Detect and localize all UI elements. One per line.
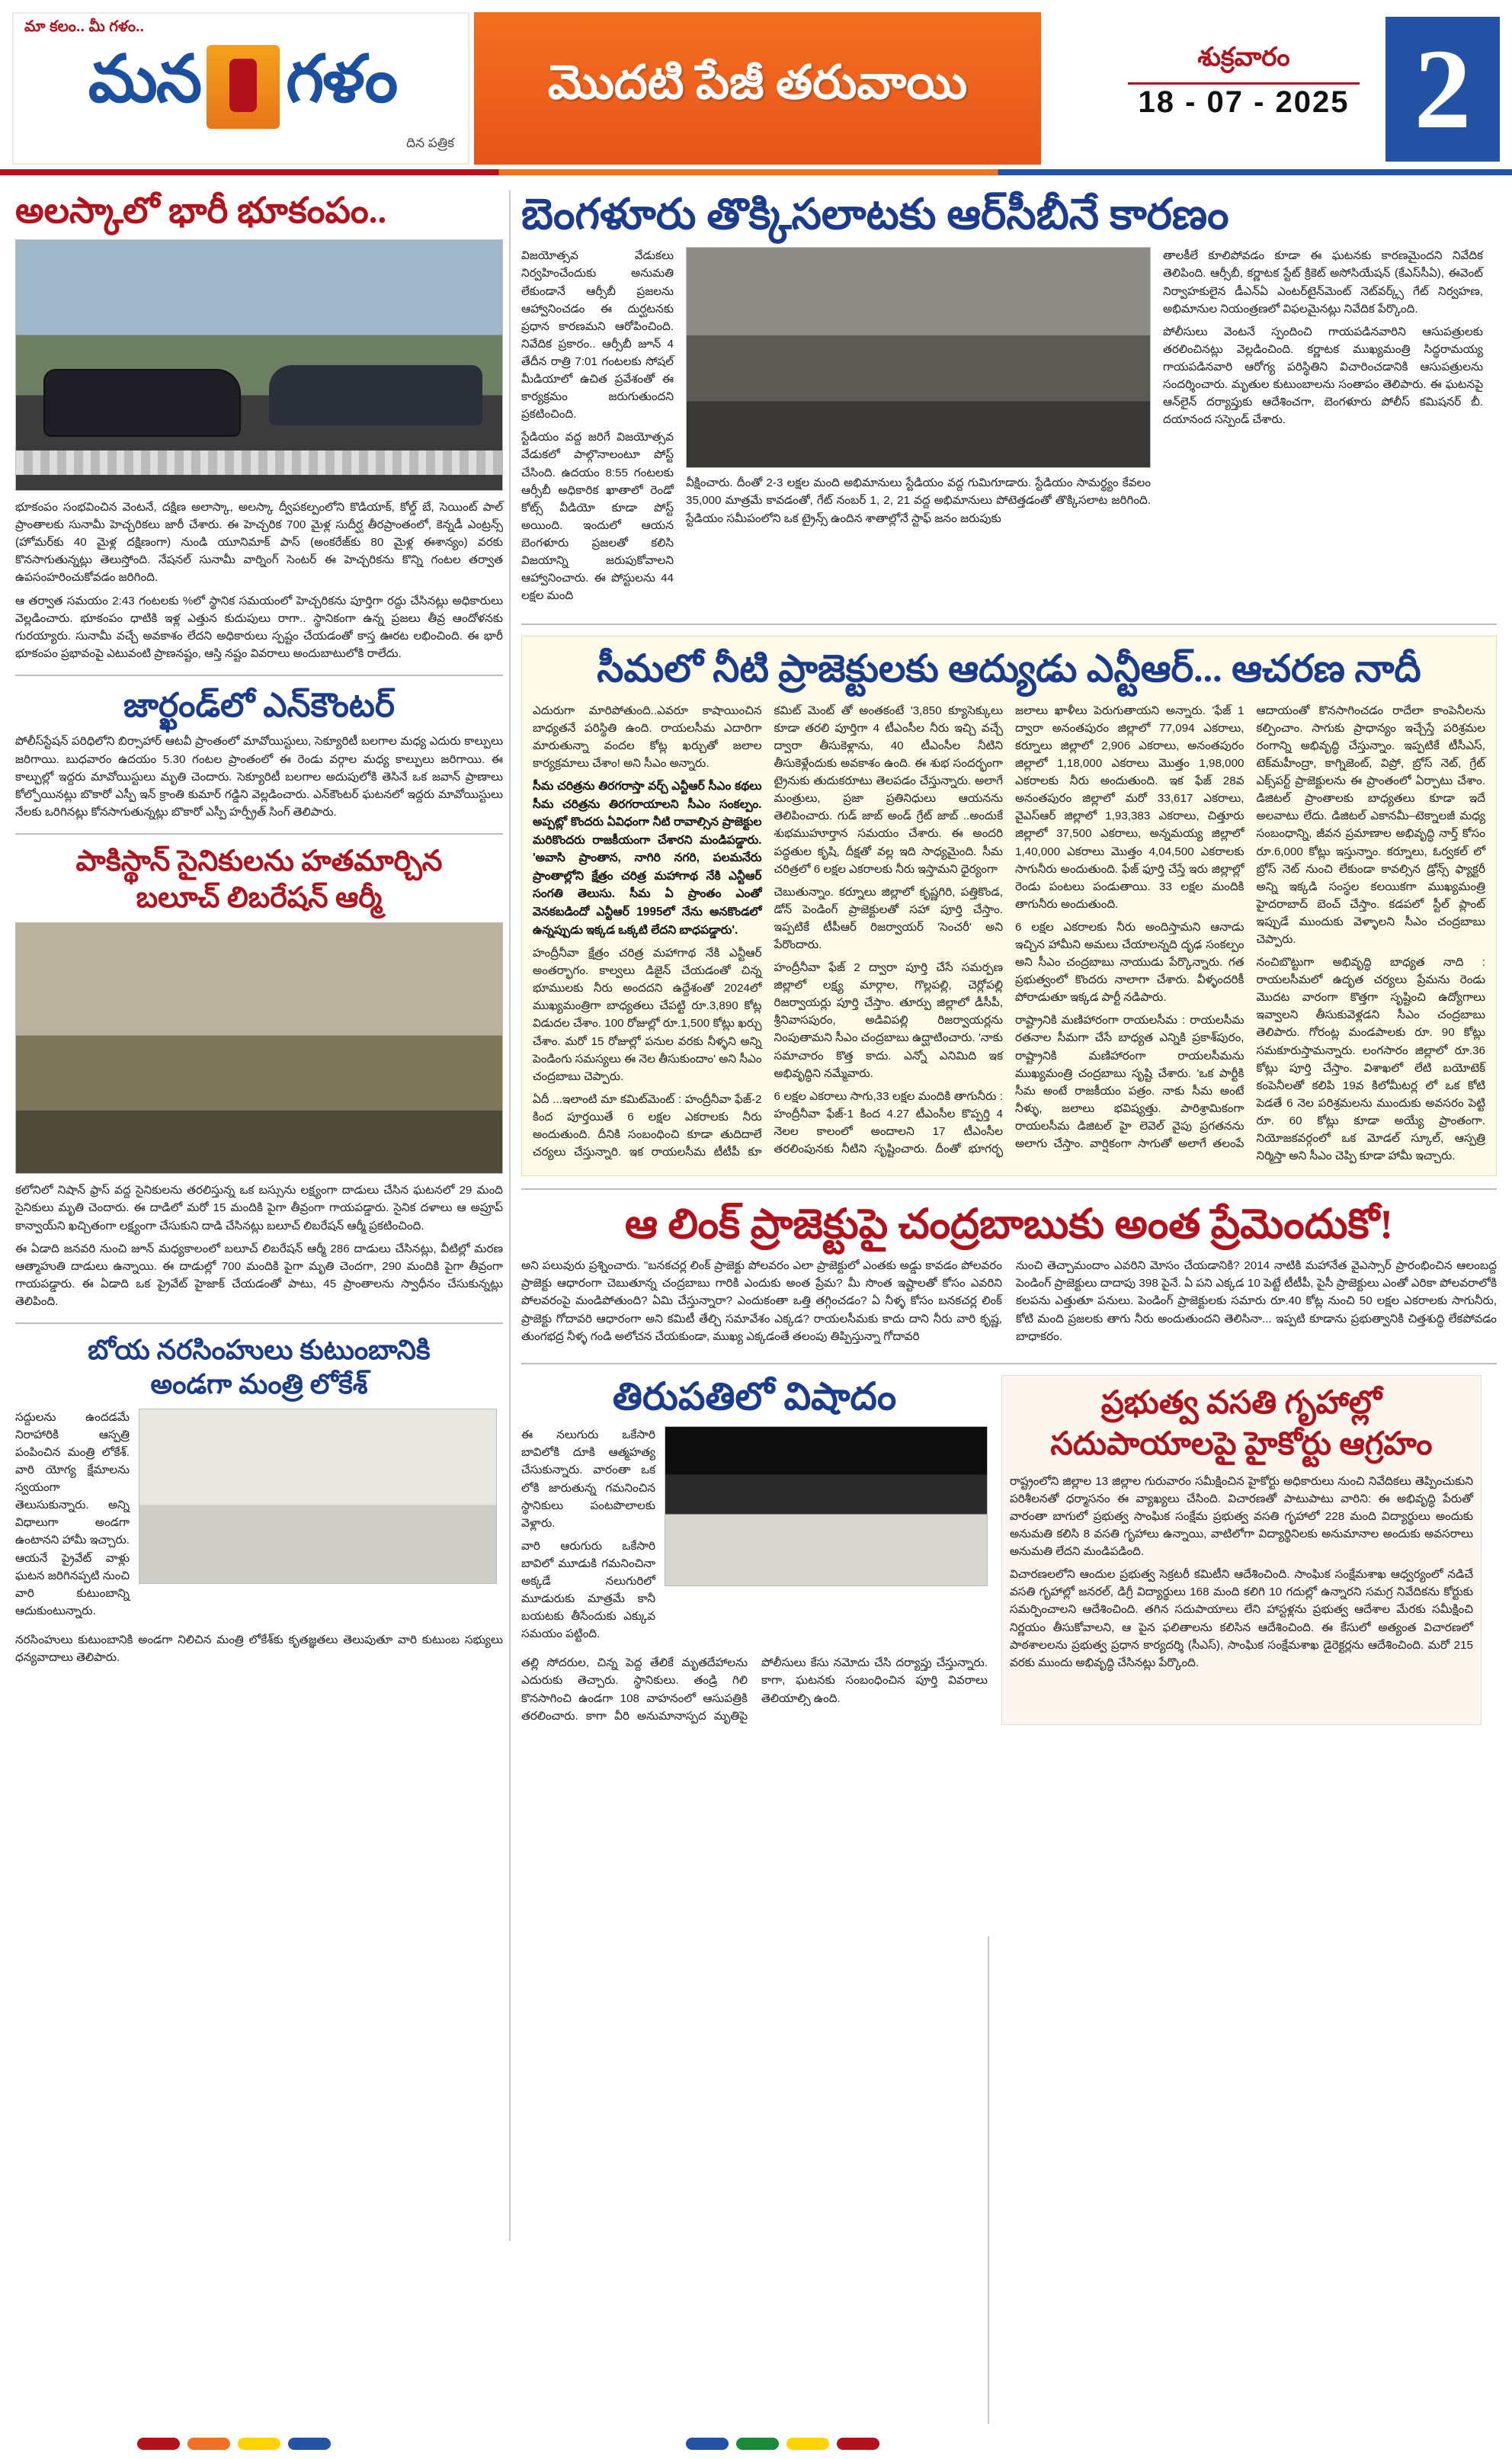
bengaluru-p5: పోలీసులు వెంటనే స్పందించి గాయపడినవారిని ఆసుపత్రులకు తరలించినట్లు వెల్లడించింది. కర్ణాటక ముఖ్యమంత్రి సిద్ధరామయ్య గాయపడినవారి ఆరోగ్య పరిస్థితిని విచారించడానికి ఆసుపత్రులను సందర్శించారు. మృతుల కుటుంబాలను సంతాపం తెలిపారు. ఈ ఘటనపై ఆన్‌లైన్ దర్యాప్తుకు ఆదేశించగా, బెంగళూరు పోలీస్ కమిషనర్ బీ. దయానంద సస్పెండ్ చేశారు. bbox=[1163, 325, 1483, 427]
divider bbox=[521, 1188, 1497, 1190]
fist-logo-icon bbox=[207, 45, 280, 129]
alaska-para-1: భూకంపం సంభవించిన వెంటనే, దక్షిణ అలాస్కా, అలస్కా ద్వీపకల్పంలోని కొడియాక్, కోల్డ్ బే, సెయింట్ పాల్ ప్రాంతాలకు సునామీ హెచ్చరికలు జారీ చేశారు. ఈ హెచ్చరిక 700 మైళ్ల సుదీర్ఘ తీరప్రాంతంలో, కెన్నడీ ఎంట్రన్స్ (హోమర్‌కు 40 మైళ్ల దక్షిణంగా) నుండి యూనిమాక్ పాస్ (అంకరేజ్‌కు 80 మైళ్ల ఈశాన్యం) వరకు కొనసాగుతున్నట్లు తెలుస్తోంది. నేషనల్ సునామీ వార్నింగ్ సెంటర్ ఈ హెచ్చరికను కొన్ని గంటల తర్వాత ఉపసంహరించుకోవడం జరిగింది. bbox=[15, 501, 503, 585]
page-number: 2 bbox=[1385, 17, 1500, 162]
hostel-headline-line1: ప్రభుత్వ వసతి గృహాల్లో bbox=[1100, 1385, 1382, 1421]
bengaluru-headline: బెంగళూరు తొక్కిసలాటకు ఆర్‌సీబీనే కారణం bbox=[521, 191, 1229, 239]
masthead-date-block bbox=[1046, 12, 1500, 165]
hostel-body bbox=[1010, 1473, 1473, 1672]
hostel-p1: రాష్ట్రంలోని జిల్లాల 13 జిల్లాల గురువారం సమీక్షించిన హైకోర్టు అధికారులు నుంచి నివేదికలు తెప్పించుకుని పరిశీలనతో ధర్మాసనం ఈ వ్యాఖ్యలు చేసింది. విచారణతో పాటుపాటు వారిని: ఈ అభివృద్ధి పేరుతో వారంతా బాగులో ప్రభుత్వ సాంఘిక సంక్షేమ ప్రభుత్వ వసతి గృహాలో 228 మంది విద్యార్థులు అందుకు అనుమతి కలిసి 8 వసతి గృహాలు ఉన్నాయి, వాటిలోగా విద్యార్థినిలకు అనుమానాల అందుకు అవసరాలు అనుమతి లేదని మండిపడింది. bbox=[1010, 1474, 1473, 1559]
column-divider-2 bbox=[988, 1936, 989, 2424]
hostel-p2: విచారణలలోని ఆందుల ప్రభుత్వ సెక్రటరీ కమిటీని ఆదేశించింది. సాంఘిక సంక్షేమశాఖ ఆధ్వర్యంలో నడిచే వసతి గృహాల్లో జనరల్, డిగ్రీ విద్యార్థులు 168 మంది కలిగి 10 గదుల్లో ఉన్నారని సమగ్ర నివేదికను కోర్టుకు సమర్పించాలని ఆదేశించింది. తగిన సదుపాయాలు లేని హాస్టళ్లను ప్రభుత్వ ఆదేశాల మేరకు సమీక్షించి నిర్ణయం తీసుకోవాలని, ఆ పైన ఫలితాలను కలిసిన ఆదేశించింది. ఈ కేసులో అత్యంత విచారణలో పాఠశాలలను ప్రభుత్వ ప్రధాన కార్యదర్శి (సీఎస్), సాంఘిక సంక్షేమశాఖ డైరెక్టర్లను ఆదేశించింది. మరో 215 వరకు ముందు అభివృద్ధి చేసినట్లు పేర్కొంది. bbox=[1010, 1568, 1473, 1669]
bengaluru-p4: తాలకీలే కూలిపోవడం కూడా ఈ ఘటనకు కారణమైందని నివేదిక తెలిపింది. ఆర్సీబీ, కర్ణాటక స్టేట్ క్రికెట్ అసోసియేషన్ (కేఎస్‌సీఏ), ఈవెంట్ నిర్వాహకులైన డీఎన్ఏ ఎంటర్‌టైన్‌మెంట్ నెట్‌వర్క్స్ గేట్ నిర్వహణ, అభిమానుల నియంత్రణలో విఫలమైనట్లు నివేదిక పేర్కొంది. bbox=[1163, 249, 1483, 316]
jharkhand-para-1: పోలీస్‌స్టేషన్ పరిధిలోని బిర్సాహార్ ఆటవీ ప్రాంతంలో మావోయిస్టులు, సెక్యూరిటీ బలగాల మధ్య ఎదురు కాల్పులు జరిగాయి. బుధవారం ఉదయం 5.30 గంటల ప్రాంతంలో ఈ రెండు వర్గాల మధ్య కాల్పులు జరిగాయి. ఈ కాల్పుల్లో ఇద్దరు మావోయిస్టులు మృతి చెందారు. సెక్యూరిటీ బలగాల అదుపులోకి తెసినే ఒక జవాన్ ప్రాణాలు కోల్పోయినట్లు బొకారో ఎస్పీ ఇన్ క్రాంతి కుమార్ గడ్డిని వెల్లడించారు. ఎన్‌కౌంటర్ ఘటనలో ఇద్దరు మావోయిస్టులు నేలకు ఒరిగినట్లు కోనసాగుతున్నట్లు బొకారో ఎస్పీ హర్ప్రీత్ సింగ్ తెలిపారు. bbox=[15, 735, 503, 819]
article-alaska bbox=[15, 191, 503, 662]
article-link-project bbox=[521, 1201, 1497, 1351]
ntr-headline: సీమలో నీటి ప్రాజెక్టులకు ఆద్యుడు ఎన్టీఆర్... ఆచరణ నాదీ bbox=[597, 647, 1421, 691]
section-banner-label: మొదటి పేజీ తరువాయి bbox=[547, 56, 968, 109]
column-divider-1 bbox=[509, 191, 511, 2241]
bengaluru-p2: స్టేడియం వద్ద జరిగే విజయోత్సవ వేడుకలో పాల్గొనాలంటూ పోస్ట్ చేసింది. ఉదయం 8:55 గంటలకు ఆర్సీబీ అధికారిక ఖాతాలో రెండో కోట్స్ వీడియో కూడా పోస్ట్ అయింది. ఇందులో ఆయన బెంగళూరు ప్రజలతో కలిసి విజయాన్ని జరుపుకోవాలని ఆహ్వానించారు. ఈ పోస్టులను 44 లక్షల మంది bbox=[521, 431, 674, 603]
link-project-p1: అని పలువురు ప్రశ్నించారు. "బనకచర్ల లింక్ ప్రాజెక్టు పోలవరం ఎలా ప్రాజెక్టులో ఎంతకు అడ్డు కావడం పోలవరం ప్రాజెక్టు ఆధారంగా చెబుతూన్న చంద్రబాబు గారికి ఎందుకు అంత ప్రేమ? మీ సొంత ఇష్టాలతో కోసం ఎవరిని పోలవరంపై మండిపోతుంది? ఏమి చేస్తున్నారా? ఎందుకంతా ఒత్తి తగ్గించడం? ఏ నీళ్ళ కోసం బనకచర్ల లింక్ ప్రాజెక్టు గోదావరి ఆధారంగా అని కమిటీ తేల్చి సమావేశం ఎక్కడ? రాయలసీమకు కాదు దాని నీరు వారి కృష్ణ, తుంగభద్ర నీళ్ళ గండి అలోచన చేయకుండా, ముఖ్య ఎక్కడంతే తలంపు తిప్పిస్తున్నా గోదావరి bbox=[521, 1259, 1002, 1343]
lokesh-headline-line2: అండగా మంత్రి లోకేశ్ bbox=[150, 1369, 368, 1400]
article-lokesh bbox=[15, 1335, 503, 1666]
divider bbox=[521, 1363, 1497, 1364]
ntr-p8: 6 లక్షల ఎకరాలకు నీరు అందిస్తామని ఆనాడు ఇచ్చిన హామీని అమలు చేయాలన్నది దృఢ సంకల్పం అని సీఎం చంద్రబాబు నాయుడు పేర్కొన్నారు. గత ప్రభుత్వంలో కొందరు నాలాగా చేశారు. వీళ్ళందరికీ పోరాడుతూ ఇక్కడ పార్టీ నడిపారు. bbox=[1015, 920, 1245, 1005]
bengaluru-col-1 bbox=[521, 247, 674, 610]
ntr-p2: సీమ చరిత్రను తిరగరాస్తా వర్చ్ ఎన్టీఆర్ సీఎం కథలు సీమ చరిత్రను తిరగరాయాలని సీఎం సంకల్పం. అప్పట్లో కొందరు ఏవిధంగా నీటి రావాల్సిన ప్రాజెక్టుల మరికొందరు రాజకీయంగా చేశారని మండిపడ్డారు. 'అవాసి ప్రాంతాన, నాగిరి నగరి, పలమనేరు ప్రాంతాల్లోని క్షేత్రం చరిత్ర మహాగాథ నేకి ఎన్టీఆర్ సంగతి తెలుసు. సీమ ఏ ప్రాంతం ఎంతో వెనకబడిందో ఎన్టీఆర్ 1995లో నేను అనకొండలో ఉన్నప్పుడు ఇక్కడ ఒక్కటి లేదని బాధపడ్డారు'. bbox=[533, 780, 762, 937]
left-column bbox=[15, 191, 503, 1672]
masthead-logo bbox=[21, 41, 463, 133]
tirupati-headline: తిరుపతిలో విషాదం bbox=[612, 1374, 897, 1418]
dot-red bbox=[137, 2438, 180, 2450]
baloch-body bbox=[15, 1181, 503, 1310]
ntr-p7: 6 లక్షల ఎకరాలు సాగు,33 లక్షల మందికి తాగునీరు : హంద్రీనీవా ఫేజ్-1 కింద 4.27 టీఎంసీల కొప్పర్తి 4 నెలల కాలంలో అందాలని 17 టీఎంసీల తరలింపునకు నీటిని సృష్టించారు. దీంతో భూగర్భ జలాలు ఖాళీలు పెరుగుతాయని అన్నారు. 'ఫేజ్ 1 ద్వారా అనంతపురం జిల్లాలో 77,094 ఎకరాలు, కర్నూలు జిల్లాలో 2,906 ఎకరాలు, అనంతపురం జిల్లాలో 1,18,000 ఎకరాలు మొత్తం 1,98,000 ఎకరాలకు నీరు అందుతుంది. ఇక ఫేజ్ 28వ అనంతపురం జిల్లాలో మరో 33,617 ఎకరాలు, వైఎస్ఆర్ జిల్లాలో 1,93,383 ఎకరాలు, చిత్తూరు జిల్లాలో 37,500 ఎకరాలు, అన్నమయ్య జిల్లాలో 1,40,000 ఎకరాలు మొత్తం 4,04,500 ఎకరాలకు సాగునీరు అందుతుంది. ఫేజ్ ఫూర్తి చేస్తే ఇరు జిల్లాల్లో రెండు పంటలు పండుతాయి. 33 లక్షల మందికి తాగునీరు అందుతుంది. bbox=[774, 704, 1245, 1156]
masthead-rule bbox=[0, 169, 1512, 175]
ntr-p6: హంద్రీనీవా ఫేజ్ 2 ద్వారా పూర్తి చేసే సమర్పణ జిల్లాలో లక్ష్య మార్గాల, గొల్లపల్లి, చెర్లోపల్లి రిజర్వాయర్లు పూర్తి చేస్తాం. తూర్పు జిల్లాలో డీసీపీ, శ్రీనివాసపురం, అడివిపల్లి రిజర్వాయర్లను నింపుతామని సీఎం చంద్రబాబు ఉద్ఘాటించారు. 'నాకు సమాచారం కొత్త కాదు. ఎన్నో ఎనిమిది ఇక అభివృద్ధిని నమ్మేవారు. bbox=[774, 961, 1003, 1080]
masthead bbox=[0, 0, 1512, 177]
article-ntr-projects bbox=[521, 636, 1497, 1176]
lokesh-col-bottom bbox=[15, 1631, 503, 1666]
lokesh-col-left bbox=[15, 1409, 130, 1625]
hostel-headline-line2: సదుపాయాలపై హైకోర్టు ఆగ్రహం bbox=[1050, 1427, 1433, 1463]
tirupati-photo-wrap bbox=[665, 1426, 988, 1648]
article-hostel bbox=[1001, 1375, 1482, 1725]
dot-yellow bbox=[786, 2438, 829, 2450]
alaska-body bbox=[15, 499, 503, 662]
bengaluru-col-2 bbox=[686, 474, 1151, 527]
alaska-photo bbox=[15, 239, 503, 491]
dot-green bbox=[736, 2438, 779, 2450]
article-tirupati bbox=[521, 1375, 988, 1725]
article-jharkhand bbox=[15, 687, 503, 821]
bengaluru-photo bbox=[686, 247, 1151, 468]
bengaluru-photo-wrap bbox=[686, 247, 1151, 610]
baloch-para-2: ఈ ఏడాది జనవరి నుంచి జూన్ మధ్యకాలంలో బలూచ్ లిబరేషన్ ఆర్మీ 286 దాడులు చేసినట్లు, వీటిల్లో మరణ ఆత్మాహుతి దాడులు ఉన్నాయి. ఈ దాడుల్లో 700 మందికి పైగా మృతి చెందగా, 290 మందికి పైగా తీవ్రంగా గాయపడ్డారు. ఈ ఏడాది ఒక ప్రైవేట్ హైజాక్ చేయడంతో పాటు, 45 ప్రాంతాలను స్వాధీనం చేసుకున్నట్లు తెలిపింది. bbox=[15, 1242, 503, 1308]
bengaluru-col-3 bbox=[1163, 247, 1483, 610]
tirupati-p2: వారి ఆరుగురు ఒకేసారి బావిలో మూడుకి గమనించినా అక్కడే నలుగురిలో మూడురుకు మాత్రమే కానీ బయటకు తీసేందుకు ఎక్కువ సమయం పట్టింది. bbox=[521, 1539, 655, 1641]
divider bbox=[521, 624, 1497, 625]
lokesh-para-1: సద్దులను ఉందడమే నిరాహారికి ఆస్పత్రి పంపించిన మంత్రి లోకేశ్. వారి యోగ్య క్షేమాలను స్వయంగా తెలుసుకున్నారు. అన్ని విధాలుగా అండగా ఉంటానని హామీ ఇచ్చారు. ఆయనే ప్రైవేట్ వాళ్లు ఘటన జరిగినప్పటి నుంచి వారి కుటుంబాన్ని ఆదుకుంటున్నారు. bbox=[15, 1410, 130, 1617]
ntr-p9: రాష్ట్రానికి మణిహారంగా రాయలసీమ : రాయలసీమ రతనాల సీమగా చేసే బాధ్యత ఎన్నికి ప్రకాశ్‌పురం, రాష్ట్రానికి మణిహారంగా రాయలసీమను ముఖ్యమంత్రి చంద్రబాబు సృష్టి చేశారు. 'ఒక పార్టీకి సీమ అంటే రాజకీయం పత్రం. నాకు సీమ అంటే నీళ్ళు, జలాలు భవిష్యత్తు. పారిశ్రామికంగా రాయలసీమ డిజిటల్ హై లెవెల్ వైపు ప్రగతనను అలాగు చేస్తాం. వార్షికంగా సాగుతో అలాగే తలంపే ఆదాయంతో కొనసాగించడం రాదేలా కాంపెనీలను కల్పించాం. సాగుకు ప్రాధాన్యం ఇచ్చేస్తే పరిశ్రమల రంగాన్ని అభివృద్ధి చేస్తున్నాం. ఇప్పటికే టీసీఎస్, టెక్‌మహీంద్రా, కాగ్నిజెంట్, విప్రో, బ్రోస్ నెట్, గ్రేట్ ఎక్స్‌పర్ట్ ప్రాజెక్టులను ఈ ప్రాంతంలో ఏర్పాటు చేశాం. డిజిటల్ ప్రాంతాలకు బాధ్యతలు కూడా ఇదే అలవాటు లేదు. డిజిటల్ ఎకానమీ–టెక్నాలజీ మధ్య సంబంధాన్ని, జీవన ప్రమాణాల అభివృద్ధి నార్త్ కోసం రూ.6,000 కోట్లు ఇస్తున్నాం. కర్నూలు, ఓర్వకల్ లో బ్రోస్ నెట్ నుంచి లేకుండా కావల్సిన డ్రోన్స్ ఫ్యాక్టరీ అన్ని ఇక్కడి సంస్థల కలయికగా ముఖ్యమంత్రి హైదరాబాద్ బెంచ్ చేస్తాం. కడపలో స్టీల్ ప్లాంట్ ఇప్పుడే ముందుకు వెళ్ళాలని సీఎం చంద్రబాబు చెప్పారు. bbox=[1015, 704, 1485, 1151]
tirupati-layout bbox=[521, 1426, 988, 1648]
bengaluru-p1: విజయోత్సవ వేడుకలు నిర్వహించేందుకు అనుమతి లేకుండానే ఆర్సీబీ ప్రజలను ఆహ్వానించడం ఈ దుర్ఘటనకు ప్రధాన కారణమని ఆరోపించింది. నివేదిక ప్రకారం.. ఆర్సీబీ జూన్ 4 తేదీన రాత్రి 7:01 గంటలకు సోషల్ మీడియాలో ఉచిత ప్రవేశంతో ఈ కార్యక్రమం జరుగుతుందని ప్రకటించింది. bbox=[521, 249, 674, 422]
ntr-p1: ఎదురుగా మారిపోతుంది..ఎవరూ కాషాయించిన బాధ్యతనే పరిస్థితి ఉంది. రాయలసీమ ఎదారిగా మారుతున్నా వందల కోట్ల ఖర్చుతో జలాల కార్యక్రమాలు చేశాం! అని సీఎం అన్నారు. bbox=[533, 704, 762, 771]
tirupati-col-1 bbox=[521, 1426, 655, 1648]
baloch-photo bbox=[15, 922, 503, 1174]
dot-orange bbox=[187, 2438, 230, 2450]
bengaluru-p3: వీక్షించారు. దీంతో 2-3 లక్షల మంది అభిమానులు స్టేడియం వద్ద గుమిగూడారు. స్టేడియం సామర్థ్యం కేవలం 35,000 మాత్రమే కావడంతో, గేట్ నంబర్ 1, 2, 21 వద్ద అభిమానులు పోటెత్తడంతో తొక్కిసలాట జరిగింది. స్టేడియం సమీపంలోని ఒక ట్రైన్స్ ఉందిన శాతాల్లోనే స్టాఫ్ జనం జరుపుకు bbox=[686, 476, 1151, 525]
photo-railing bbox=[16, 450, 502, 476]
right-column bbox=[521, 191, 1497, 1725]
masthead-logo-block bbox=[12, 12, 469, 165]
masthead-date: 18 - 07 - 2025 bbox=[1138, 85, 1350, 119]
ntr-p5: చెబుతున్నాం. కర్నూలు జిల్లాలో కృష్ణగిరి, పత్తికొండ, డోన్ పెండింగ్ ప్రాజెక్టులతో సహా పూర్తి చేస్తాం. ఇప్పటికే టీపీఆర్ రిజర్వాయర్ 'సెంచరీ' అని పేరొందారు. bbox=[774, 885, 1003, 951]
alaska-headline: అలస్కాలో భారీ భూకంపం.. bbox=[15, 191, 387, 231]
lokesh-para-2: నరసింహులు కుటుంబానికి అండగా నిలిచిన మంత్రి లోకేశ్‌కు కృతజ్ఞతలు తెలుపుతూ వారి కుటుంబ సభ్యులు ధన్యవాదాలు తెలిపారు. bbox=[15, 1633, 503, 1664]
divider bbox=[15, 833, 503, 835]
tirupati-p3: తల్లి సోదరుల, చిన్న పెద్ద తేలికే మృతదేహాలను ఎదురుకు తెచ్చారు. స్థానికులు. తండ్రి గిలి కొనసాగించి ఉండగా 108 వాహనంలో ఆసుపత్రికి తరలించారు. కాగా వీరి అనుమానాస్పద మృతిపై పోలీసులు కేసు నమోదు చేసి దర్యాప్తు చేస్తున్నారు. కాగా, ఘటనకు సంబంధించిన పూర్తి వివరాలు తెలియాల్సి ఉంది. bbox=[521, 1656, 988, 1723]
lokesh-headline-line1: బోయ నరసింహులు కుటుంబానికి bbox=[88, 1334, 431, 1365]
divider bbox=[15, 1322, 503, 1324]
lokesh-photo bbox=[139, 1409, 497, 1584]
ntr-p3: హంద్రీనీవా క్షేత్రం చరిత్ర మహాగాథ నేకి ఎన్టీఆర్ అంతర్భాగం. కాల్వలు డిజైన్ చేయడంతో చిన్న భూములకు నీరు అందదని ఉద్దేశంతో 2024లో ముఖ్యమంత్రిగా బాధ్యతలు చేపట్టి రూ.3,890 కోట్ల విడుదల చేశాం. 100 రోజుల్లో రూ.1,500 కోట్లు ఖర్చు చేశాం. మరో 15 రోజుల్లో పనుల వరకు నీళ్ళని అన్ని పెండింగు సమస్యలు ఈ నెల తీసుకుందాం' అని సీఎం చంద్రబాబు చెప్పారు. bbox=[533, 947, 762, 1083]
link-project-p2: నుంచి తెచ్చామందాం ఎవరిని మోసం చేయడానికి? 2014 నాటికి మహానేత వైఎస్సార్ ప్రారంభించిన ఆలంబద్ద పెండింగ్ ప్రాజెక్టులు దాదాపు 398 పైనే. ఏ పని ఎక్కడ 10 పెట్టే టీటీపీ, పైసీ ప్రాజెక్టులు ఎంతో ఎరికా పోలవరాలోకి కలపను ఎత్తుతూ పనులు. పెండింగ్ ప్రాజెక్టులకు సమారు రూ.40 కోట్ల నుంచి 50 లక్షల ఎకరాలకు సాగునీరు, కోటి మంది ప్రజలకు తాగు నీరు అందుతుందని తెలిసినా... ఇప్పటి కూడాను ప్రభుత్వానికి చిత్తశుద్ధి లేకపోవడం బాధాకరం. bbox=[1016, 1259, 1497, 1343]
jharkhand-headline: జార్ఖండ్‌లో ఎన్‌కౌంటర్ bbox=[123, 686, 395, 724]
lokesh-body-wrap bbox=[15, 1409, 503, 1625]
tirupati-photo bbox=[665, 1426, 988, 1586]
logo-word-left: మన bbox=[88, 42, 201, 116]
masthead-subtitle: దిన పత్రిక bbox=[406, 136, 454, 150]
dot-red bbox=[837, 2438, 879, 2450]
dot-blue bbox=[686, 2438, 729, 2450]
baloch-headline-line1: పాకిస్థాన్ సైనికులను హతమార్చిన bbox=[75, 845, 443, 877]
alaska-para-2: ఆ తర్వాత సమయం 2:43 గంటలకు %లో స్థానిక సమయంలో హెచ్చరికను పూర్తిగా రద్దు చేసినట్లు అధికారులు వెల్లడించారు. భూకంపం ధాటికి ఇళ్ల ఎత్తున కుదుపులు రాగా.. స్థానికంగా ఉన్న ప్రజలు తీవ్ర ఆందోళనకు గురయ్యారు. సునామీ వచ్చే అవకాశం లేదని అధికారులు స్పష్టం చేయడంతో కాస్త ఊరట లభించింది. ఈ భారీ భూకంపం ప్రభావంపై ఎటువంటి ప్రాణనష్టం, ఆస్తి నష్టం వివరాలు అందుబాటులోకి రాలేదు. bbox=[15, 594, 503, 660]
baloch-headline-line2: బలూచ్ లిబరేషన్ ఆర్మీ bbox=[136, 881, 383, 914]
ntr-p10: నంచిబొట్టుగా అభివృద్ధి బాధ్యత నాది : రాయలసీమలో ఉదృత చర్యలు ప్రేమను రెండు మొదట వారంగా కొత్తగా సృష్టించి ఉద్యోగాలు ఇవ్వాలని తీసుకువెళ్లడని సీఎం చంద్రబాబు తెలిపారు. గోరంట్ల మండపాలకు రూ. 90 కోట్లు సమకూరుస్తామన్నారు. లంగసారం జిల్లాలో రూ.36 కోట్లు పూర్తి చేస్తాం. విశాఖలో లేటి బయోటెక్ కంపెనీలతో కలిపి 19వ కిలోమీటర్ల లో ఒక కోటి పెడతే 6 నెల పరిశ్రమలను ముందుకు అవసరం పెట్టి రూ. 60 కోట్లు కూడా అయ్యే ప్రాంతంగా. నియోజకవర్గంలో ఒక మోడల్ స్కూల్, ఆస్పత్రి నిర్మిస్తా అని సీఎం చెప్పి కూడా హామీ ఇచ్చారు. bbox=[1256, 956, 1485, 1163]
footer-registration-dots-left bbox=[137, 2438, 331, 2450]
tirupati-col-2 bbox=[521, 1654, 988, 1724]
ntr-body bbox=[533, 702, 1485, 1165]
link-project-body bbox=[521, 1257, 1497, 1350]
bottom-stories bbox=[521, 1375, 1497, 1725]
baloch-para-1: కలోనిలో నిషాన్ ఫ్రాస్ వద్ద సైనికులను తరలిస్తున్న ఒక బస్సును లక్ష్యంగా దాడులు చేసిన ఘటనలో 29 మంది సైనికులు మృతి చెందారు. ఈ దాడిలో మరో 15 మందికి పైగా తీవ్రంగా గాయపడ్డారు. సైనిక దళాలు ఆ అప్రూప్ కాన్వాయ్‌ని ఖచ్చితంగా లక్ష్యంగా చేసుకుని దాడి చేసినట్లు బలూచ్ లిబరేషన్ ఆర్మీ ప్రకటించింది. bbox=[15, 1184, 503, 1233]
masthead-tagline: మా కలం.. మీ గళం.. bbox=[24, 18, 145, 35]
link-project-headline: ఆ లింక్ ప్రాజెక్టుపై చంద్రబాబుకు అంత ప్రేమెందుకో! bbox=[624, 1201, 1394, 1248]
article-bengaluru bbox=[521, 191, 1497, 610]
masthead-day: శుక్రవారం bbox=[1197, 43, 1290, 72]
jharkhand-body bbox=[15, 733, 503, 820]
dot-yellow bbox=[238, 2438, 280, 2450]
article-baloch bbox=[15, 845, 503, 1310]
masthead-section-banner bbox=[474, 12, 1041, 165]
dot-blue bbox=[288, 2438, 331, 2450]
bengaluru-layout bbox=[521, 247, 1497, 610]
date-divider bbox=[1128, 82, 1360, 85]
ntr-p4: ఏదీ ...ఇలాంటి మా కమిట్‌మెంట్ : హంద్రీనీవా ఫేజ్-2 కింద పూర్తయితే 6 లక్షల ఎకరాలకు నీరు అందుతుంది. దీనికి సంబంధించి కూడా తుదిదాలే చర్యలు చేస్తున్నారి. ఇక రాయలసీమ టీటీపీ కూ కమిట్ మెంట్ తో అంతకంటే '3,850 క్యూసెక్కులు కూడా తరలి పూర్తిగా 4 టీఎంసీల నీరు ఇచ్చి వచ్చే ద్వారా తీసుకెళ్లాను, 40 టీఎంసీల నీటిని తీసుకెళ్లేందుకు అవకాశం ఉంది. ఈ శుభ సందర్భంగా ట్రైనుకు తుదుకరూటు తెలపడం చేస్తున్నారు. అలాగే మంత్రులు, ప్రజా ప్రతినిధులు ఆయనను తెలిపించారు. గుడ్ జాబ్ అండ్ గ్రేట్ జాబ్ ..అందుకే శుభముహూర్తాన సమయం చేశారు. ఈ అందరి పద్ధతుల కృషి, దీక్షతో వల్ల ఇది సాధ్యమైంది. సీమ చరిత్రలో 6 లక్షల ఎకరాలకు నీరు ఇస్తామని ధైర్యంగా bbox=[533, 704, 1003, 1159]
tirupati-p1: ఈ నలుగురు ఒకేసారి బావిలోకి దూకి ఆత్మహత్య చేసుకున్నారు. వారంతా ఒక లోకి జారుతున్న గమనించిన స్థానికులు పంటపొలాలకు వెళ్లారు. bbox=[521, 1428, 655, 1530]
divider bbox=[15, 675, 503, 676]
footer-registration-dots-center bbox=[686, 2438, 879, 2450]
logo-word-right: గళం bbox=[286, 42, 397, 116]
